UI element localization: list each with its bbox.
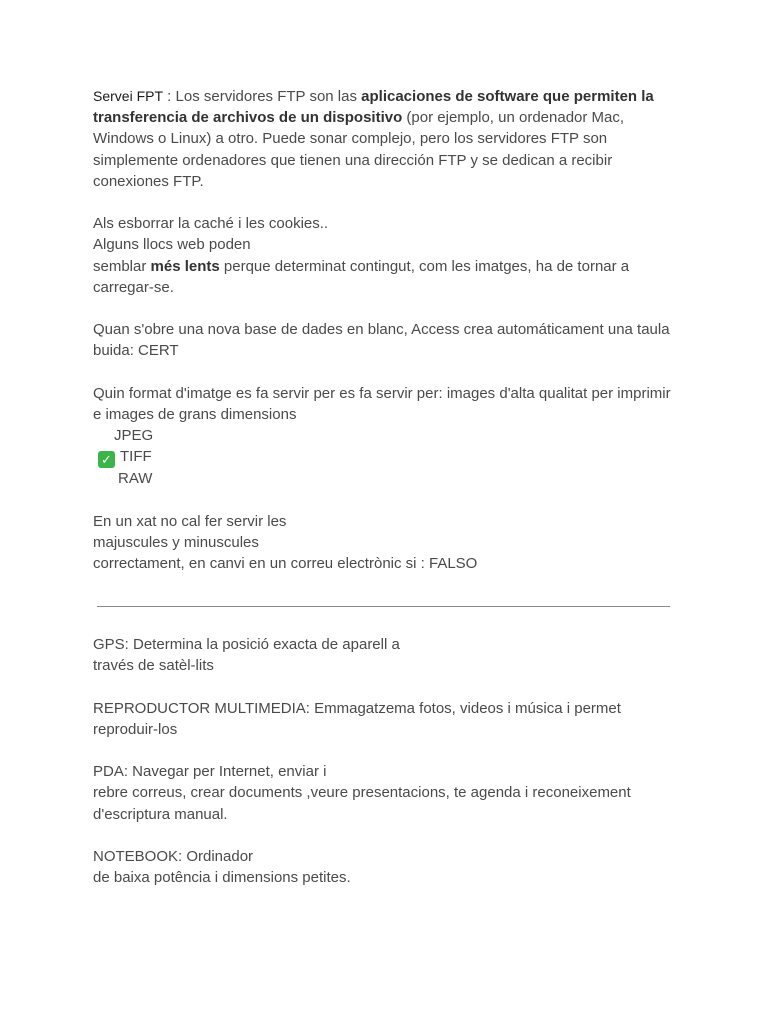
- format-options-list: [93, 425, 683, 489]
- notebook-paragraph: [93, 846, 683, 888]
- notebook-line2: de baixa potência i dimensions petites.: [93, 869, 351, 887]
- cache-paragraph: [93, 213, 683, 298]
- gps-line1: GPS: Determina la posició exacta de aparell a: [93, 636, 400, 653]
- cache-line3-start: semblar: [93, 257, 151, 275]
- document-body-part2: [93, 634, 683, 888]
- pda-line2: rebre correus, crear documents ,veure presentacions, te agenda i reconeixement d'escriptura manual.: [93, 784, 631, 823]
- xat-line1: En un xat no cal fer servir les: [93, 512, 287, 530]
- cache-line2: Alguns llocs web poden: [93, 236, 251, 254]
- format-option-raw: RAW: [118, 470, 153, 488]
- cache-line3-rest: perque determinat contingut, com les imatges, ha de tornar a carregar-se.: [93, 257, 630, 296]
- format-option-jpeg: JPEG: [114, 427, 154, 445]
- gps-paragraph: [93, 634, 683, 676]
- ftp-label: Servei FPT: [93, 88, 164, 104]
- ftp-rest: (por ejemplo, un ordenador Mac, Windows o Linux) a otro. Puede sonar complejo, pero los servidores FTP son simplemente ordenadores que tienen una dirección FTP y se dedican a recibir conexiones FTP.: [93, 109, 625, 190]
- format-question: Quin format d'imatge es fa servir per es fa servir per: images d'alta qualitat per imprimir e images de grans dimensions: [93, 384, 671, 423]
- multimedia-paragraph: REPRODUCTOR MULTIMEDIA: Emmagatzema fotos, videos i música i permet reproduir-los: [93, 699, 621, 738]
- gps-line2: través de satèl-lits: [93, 657, 214, 675]
- cache-line3-bold: més lents: [150, 257, 220, 275]
- ftp-paragraph: [93, 86, 683, 192]
- pda-line1: PDA: Navegar per Internet, enviar i: [93, 763, 327, 781]
- check-mark-icon: ✓: [98, 451, 115, 468]
- format-option-tiff: TIFF: [120, 448, 152, 466]
- ftp-bold-text: aplicaciones de software que permiten la transferencia de archivos de un dispositivo: [93, 88, 654, 127]
- notebook-line1: NOTEBOOK: Ordinador: [93, 847, 254, 865]
- cache-line1: Als esborrar la caché i les cookies..: [93, 215, 329, 233]
- horizontal-divider: [97, 606, 670, 607]
- ftp-intro: : Los servidores FTP son las: [163, 88, 362, 105]
- access-paragraph: Quan s'obre una nova base de dades en blanc, Access crea automáticament una taula buida: CERT: [93, 321, 670, 360]
- xat-paragraph: [93, 511, 683, 575]
- xat-line2: majuscules y minuscules: [93, 534, 259, 551]
- xat-line3: correctament, en canvi en un correu electrònic si : FALSO: [93, 555, 478, 573]
- format-option-tiff-row: [93, 446, 683, 468]
- pda-paragraph: [93, 761, 683, 825]
- document-body-part1: [93, 86, 683, 574]
